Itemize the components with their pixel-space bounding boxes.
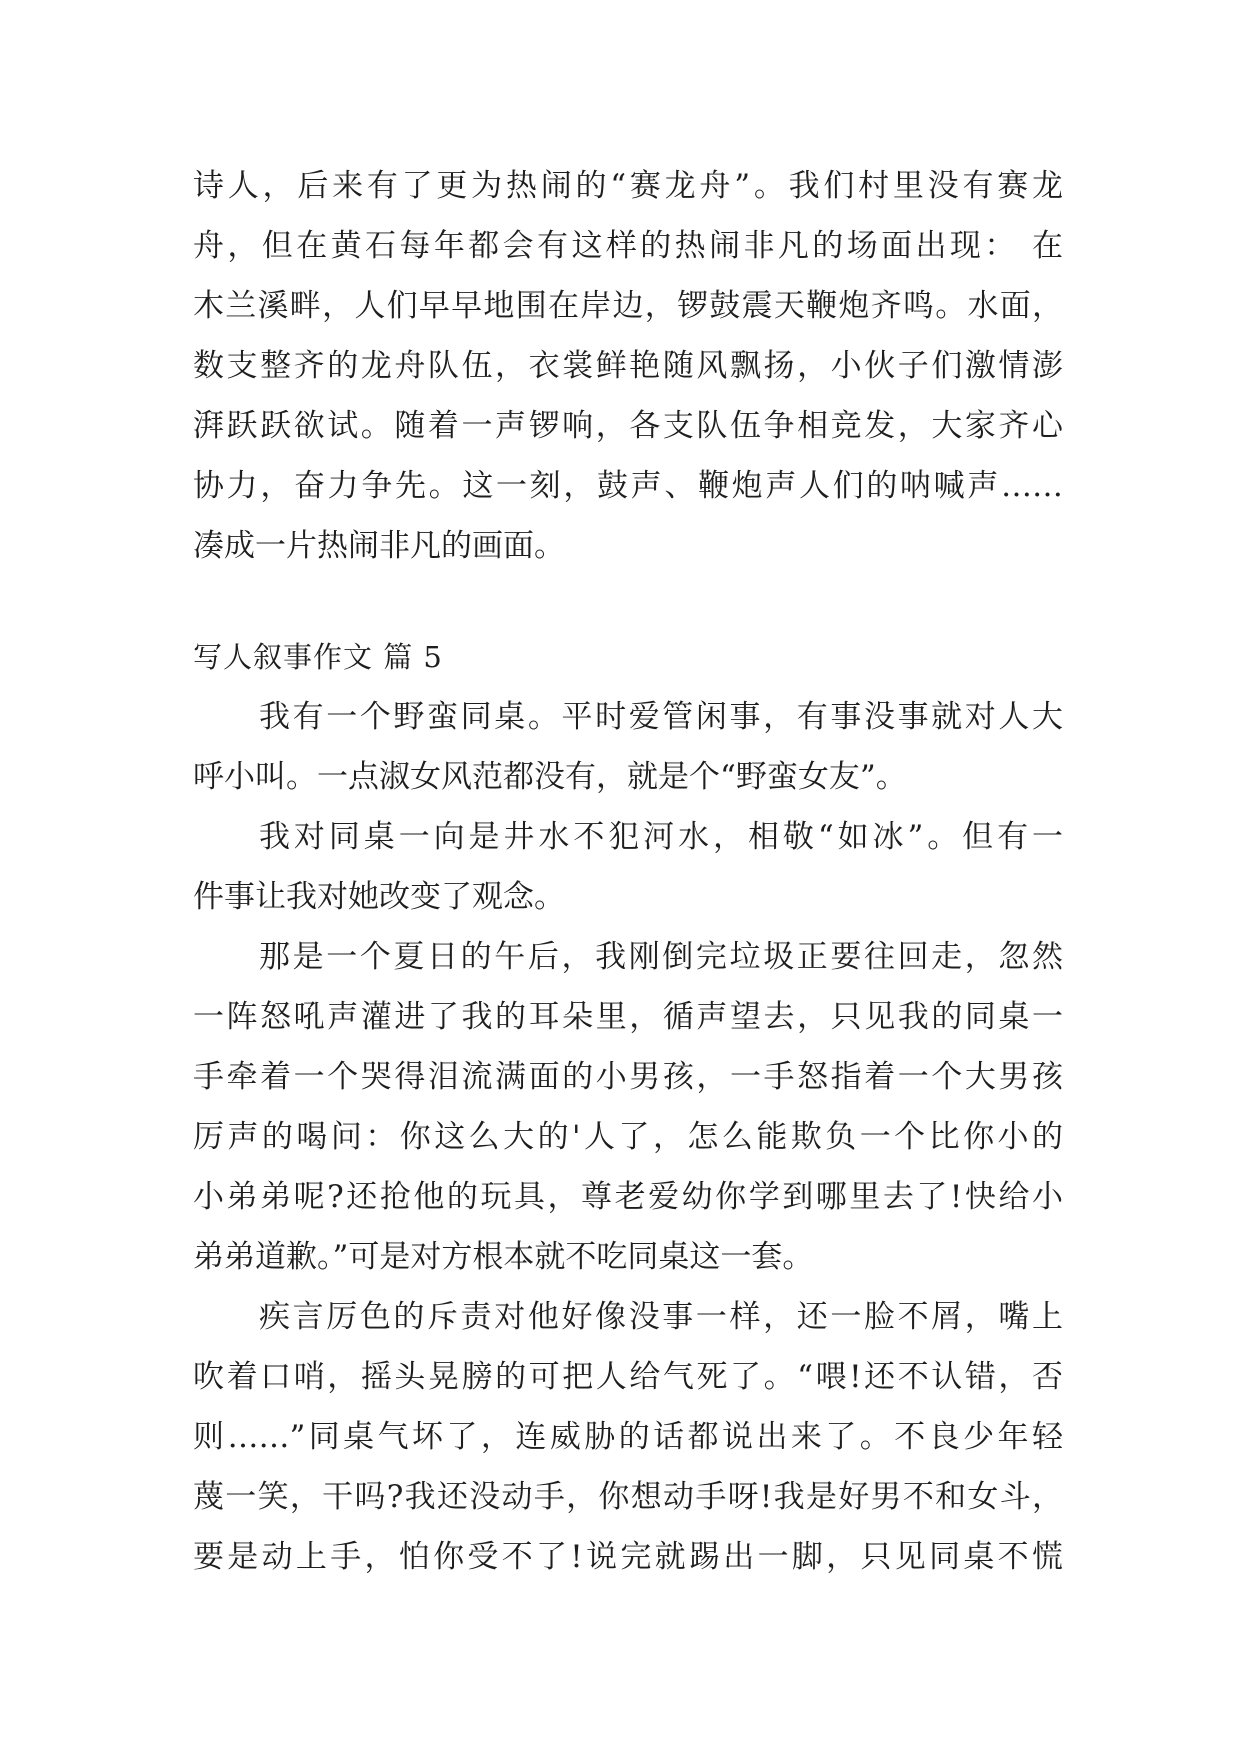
text-line: 湃跃跃欲试。随着一声锣响，各支队伍争相竞发，大家齐心 — [193, 408, 1063, 444]
text-line: 凑成一片热闹非凡的画面。 — [193, 528, 565, 564]
essay-body — [193, 687, 1063, 1587]
text-line: 木兰溪畔，人们早早地围在岸边，锣鼓震天鞭炮齐鸣。水面， — [193, 288, 1063, 324]
continuation-paragraph — [193, 156, 1063, 576]
text-line: 蔑一笑，干吗?我还没动手，你想动手呀!我是好男不和女斗， — [193, 1479, 1063, 1515]
text-line: 呼小叫。一点淑女风范都没有，就是个“野蛮女友”。 — [193, 759, 907, 795]
text-line: 一阵怒吼声灌进了我的耳朵里，循声望去，只见我的同桌一 — [193, 999, 1063, 1035]
text-line: 数支整齐的龙舟队伍，衣裳鲜艳随风飘扬，小伙子们激情澎 — [193, 348, 1063, 384]
text-line: 我有一个野蛮同桌。平时爱管闲事，有事没事就对人大 — [259, 699, 1063, 735]
text-line: 协力，奋力争先。这一刻，鼓声、鞭炮声人们的呐喊声…… — [193, 468, 1063, 504]
text-line: 那是一个夏日的午后，我刚倒完垃圾正要往回走，忽然 — [259, 939, 1063, 975]
text-line: 手牵着一个哭得泪流满面的小男孩，一手怒指着一个大男孩 — [193, 1059, 1063, 1095]
text-line: 舟，但在黄石每年都会有这样的热闹非凡的场面出现： 在 — [193, 228, 1063, 264]
text-line: 厉声的喝问：你这么大的'人了，怎么能欺负一个比你小的 — [193, 1119, 1063, 1155]
text-line: 要是动上手，怕你受不了!说完就踢出一脚，只见同桌不慌 — [193, 1539, 1063, 1575]
paragraph — [193, 687, 1063, 807]
text-line: 则……”同桌气坏了，连威胁的话都说出来了。不良少年轻 — [193, 1419, 1063, 1455]
paragraph — [193, 1287, 1063, 1587]
text-line: 疾言厉色的斥责对他好像没事一样，还一脸不屑，嘴上 — [259, 1299, 1063, 1335]
text-line: 弟弟道歉。”可是对方根本就不吃同桌这一套。 — [193, 1239, 814, 1275]
text-line: 我对同桌一向是井水不犯河水，相敬“如冰”。但有一 — [259, 819, 1063, 855]
section-heading: 写人叙事作文 篇 5 — [193, 640, 443, 674]
text-line: 诗人，后来有了更为热闹的“赛龙舟”。我们村里没有赛龙 — [193, 168, 1063, 204]
paragraph — [193, 807, 1063, 927]
text-line: 件事让我对她改变了观念。 — [193, 879, 565, 915]
paragraph — [193, 927, 1063, 1287]
text-line: 吹着口哨，摇头晃膀的可把人给气死了。“喂!还不认错，否 — [193, 1359, 1063, 1395]
text-line: 小弟弟呢?还抢他的玩具，尊老爱幼你学到哪里去了!快给小 — [193, 1179, 1063, 1215]
